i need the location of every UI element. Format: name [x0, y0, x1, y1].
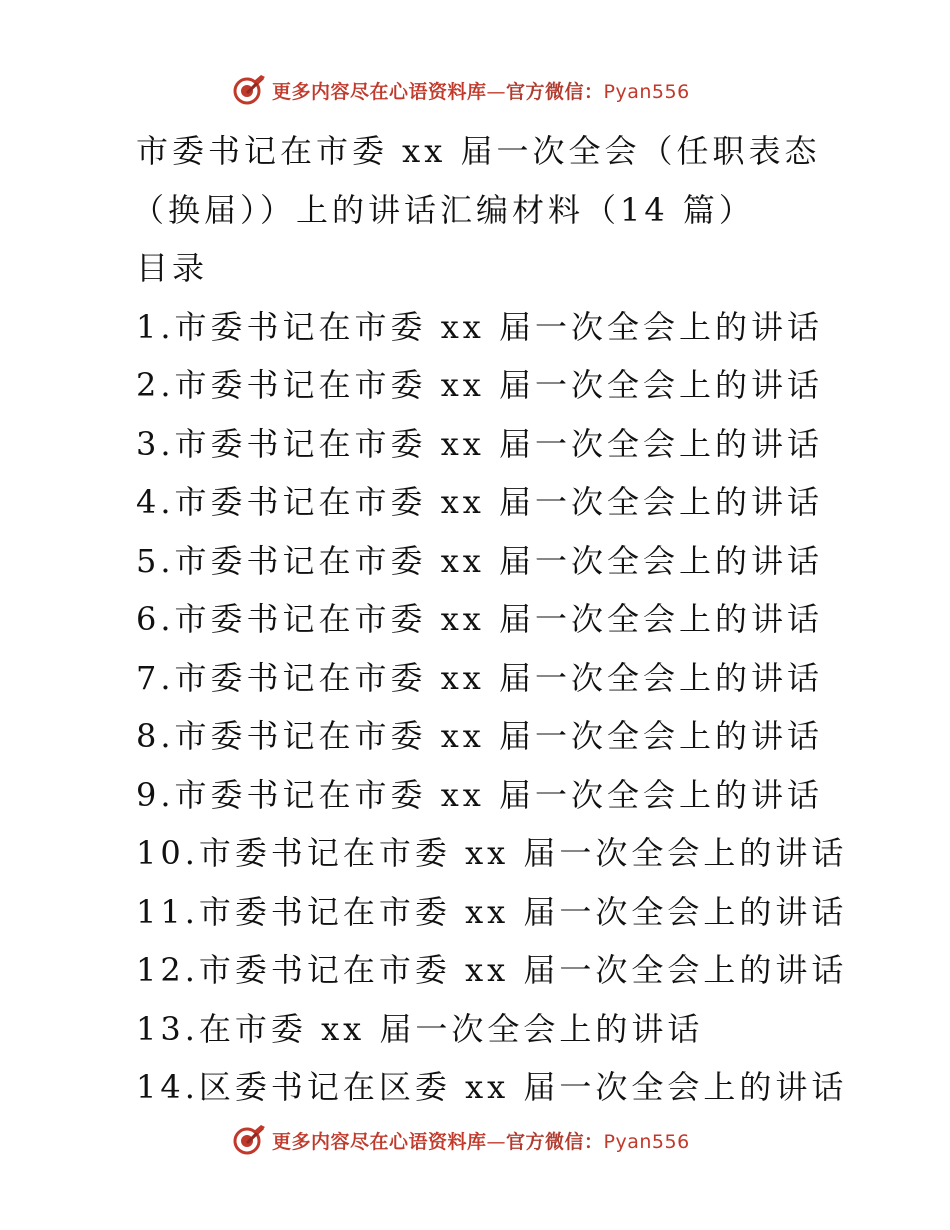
footer-banner [232, 1122, 690, 1158]
header-banner-dash: — [486, 80, 507, 103]
toc-item: 14.区委书记在区委 xx 届一次全会上的讲话 [136, 1068, 848, 1106]
quill-pen-logo-icon [232, 73, 266, 107]
toc-item: 5.市委书记在市委 xx 届一次全会上的讲话 [136, 541, 823, 580]
footer-banner-slogan: 更多内容尽在心语资料库 [272, 1130, 487, 1153]
toc-item: 11.市委书记在市委 xx 届一次全会上的讲话 [136, 892, 848, 931]
toc-item: 12.市委书记在市委 xx 届一次全会上的讲话 [136, 951, 848, 989]
toc-item: 3.市委书记在市委 xx 届一次全会上的讲话 [136, 424, 823, 463]
header-banner-contact-id: Pyan556 [603, 80, 690, 103]
header-banner-slogan: 更多内容尽在心语资料库 [272, 80, 487, 103]
footer-banner-contact-id: Pyan556 [603, 1130, 690, 1153]
toc-item: 8.市委书记在市委 xx 届一次全会上的讲话 [136, 717, 823, 755]
toc-heading: 目录 [136, 249, 209, 287]
footer-banner-dash: — [486, 1130, 507, 1153]
document-title-line-2: （换届））上的讲话汇编材料（14 篇） [132, 190, 755, 229]
footer-banner-contact-label: 官方微信： [506, 1130, 604, 1153]
toc-list [136, 298, 848, 1117]
toc-item: 10.市委书记在市委 xx 届一次全会上的讲话 [136, 834, 848, 872]
toc-item: 4.市委书记在市委 xx 届一次全会上的讲话 [136, 483, 823, 521]
header-banner [232, 72, 690, 108]
toc-item: 7.市委书记在市委 xx 届一次全会上的讲话 [136, 658, 823, 697]
document-body [132, 122, 848, 1117]
header-banner-contact-label: 官方微信： [506, 80, 604, 103]
quill-pen-logo-icon [232, 1123, 266, 1157]
toc-item: 13.在市委 xx 届一次全会上的讲话 [136, 1009, 704, 1048]
document-title-line-1: 市委书记在市委 xx 届一次全会（任职表态 [136, 132, 821, 170]
toc-item: 9.市委书记在市委 xx 届一次全会上的讲话 [136, 775, 823, 814]
toc-item: 6.市委书记在市委 xx 届一次全会上的讲话 [136, 600, 823, 638]
header-banner-text [272, 77, 690, 104]
toc-item: 2.市委书记在市委 xx 届一次全会上的讲话 [136, 366, 823, 404]
toc-item: 1.市委书记在市委 xx 届一次全会上的讲话 [136, 307, 823, 346]
footer-banner-text [272, 1127, 690, 1154]
